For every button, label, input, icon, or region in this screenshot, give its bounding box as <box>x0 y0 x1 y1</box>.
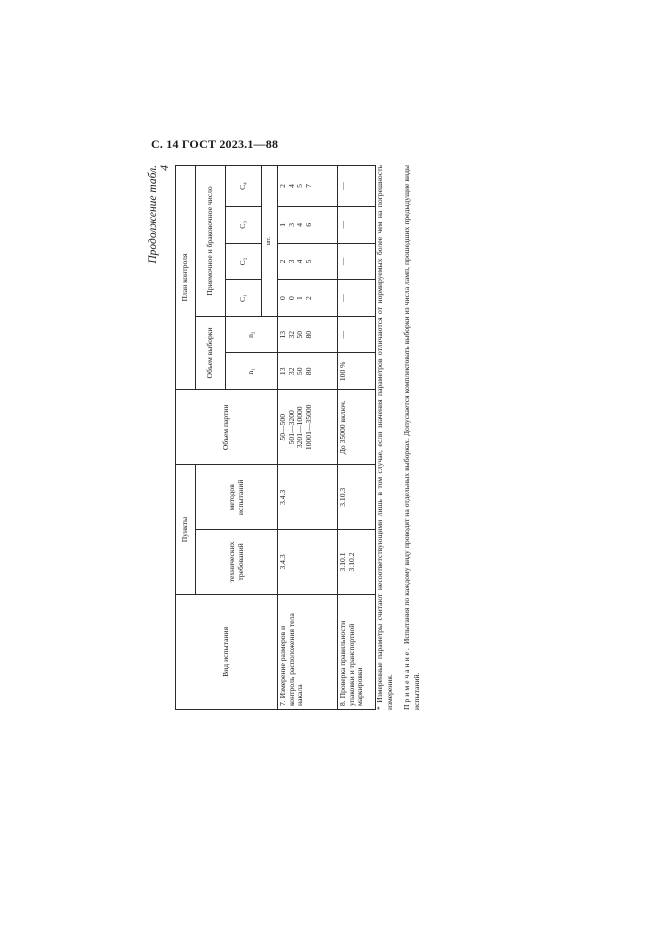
header-c4: C₄ <box>226 166 262 207</box>
row-method-ref: 3.10.3 <box>338 465 376 530</box>
row-c2: 2 3 4 5 <box>278 243 338 280</box>
header-tech-requirements: технических требований <box>196 530 278 595</box>
header-accept-reject: Приемочное и браковочное число <box>196 166 226 317</box>
table-continuation-label: Продолжение табл. 4 <box>147 165 171 264</box>
row-c4: 2 4 5 7 <box>278 166 338 207</box>
row-c4: — <box>338 166 376 207</box>
row-n2: — <box>338 316 376 353</box>
row-c1: 0 0 1 2 <box>278 280 338 317</box>
row-c3: 1 3 4 6 <box>278 207 338 244</box>
header-points: Пункты <box>176 465 196 594</box>
table-row <box>338 166 376 710</box>
remark <box>402 165 423 710</box>
header-lot-size: Объем партии <box>176 390 278 465</box>
row-test-name: 7. Измерение размеров и контроль расположения тела накала <box>278 594 338 709</box>
row-tech-ref: 3.10.1 3.10.2 <box>338 530 376 595</box>
remark-text: Испытания по каждому виду проводят на отдельных выборках. Допускается комплектовать выборки из числа ламп, прошедших предыдущие виды испытаний. <box>401 165 421 710</box>
remark-label: Примечание. <box>401 646 411 710</box>
header-test-methods: методов испытаний <box>196 465 278 530</box>
header-c2: C₂ <box>226 243 262 280</box>
header-test-type: Вид испытания <box>176 594 278 709</box>
table-notes <box>375 165 428 710</box>
header-sample-size: Объем выборки <box>196 316 226 389</box>
footnote: * Измеренные параметры считают несоответствующими лишь в том случае, если значения параметров отличаются от нормируемых более чем на погрешность измерения. <box>375 165 395 710</box>
row-test-name: 8. Проверка правильности упаковки и транспортной маркировки <box>338 594 376 709</box>
header-control-plan: План контроля <box>176 166 196 390</box>
page-header: С. 14 ГОСТ 2023.1—88 <box>151 137 279 151</box>
header-n2: n₂ <box>226 316 278 353</box>
row-n1: 13 32 50 80 <box>278 353 338 390</box>
row-c2: — <box>338 243 376 280</box>
header-c3: C₃ <box>226 207 262 244</box>
row-lot-size: До 35000 включ. <box>338 390 376 465</box>
header-c1: C₁ <box>226 280 262 317</box>
row-n2: 13 32 50 80 <box>278 316 338 353</box>
row-method-ref: 3.4.3 <box>278 465 338 530</box>
table-row <box>278 166 338 710</box>
row-lot-size: 50—500 501—3200 3201—10000 10001—35000 <box>278 390 338 465</box>
row-n1: 100 % <box>338 353 376 390</box>
rotated-page-body <box>147 165 465 710</box>
control-plan-table <box>175 165 376 710</box>
row-c3: — <box>338 207 376 244</box>
header-n1: n₁ <box>226 353 278 390</box>
row-tech-ref: 3.4.3 <box>278 530 338 595</box>
header-unit: шт. <box>262 166 278 317</box>
row-c1: — <box>338 280 376 317</box>
